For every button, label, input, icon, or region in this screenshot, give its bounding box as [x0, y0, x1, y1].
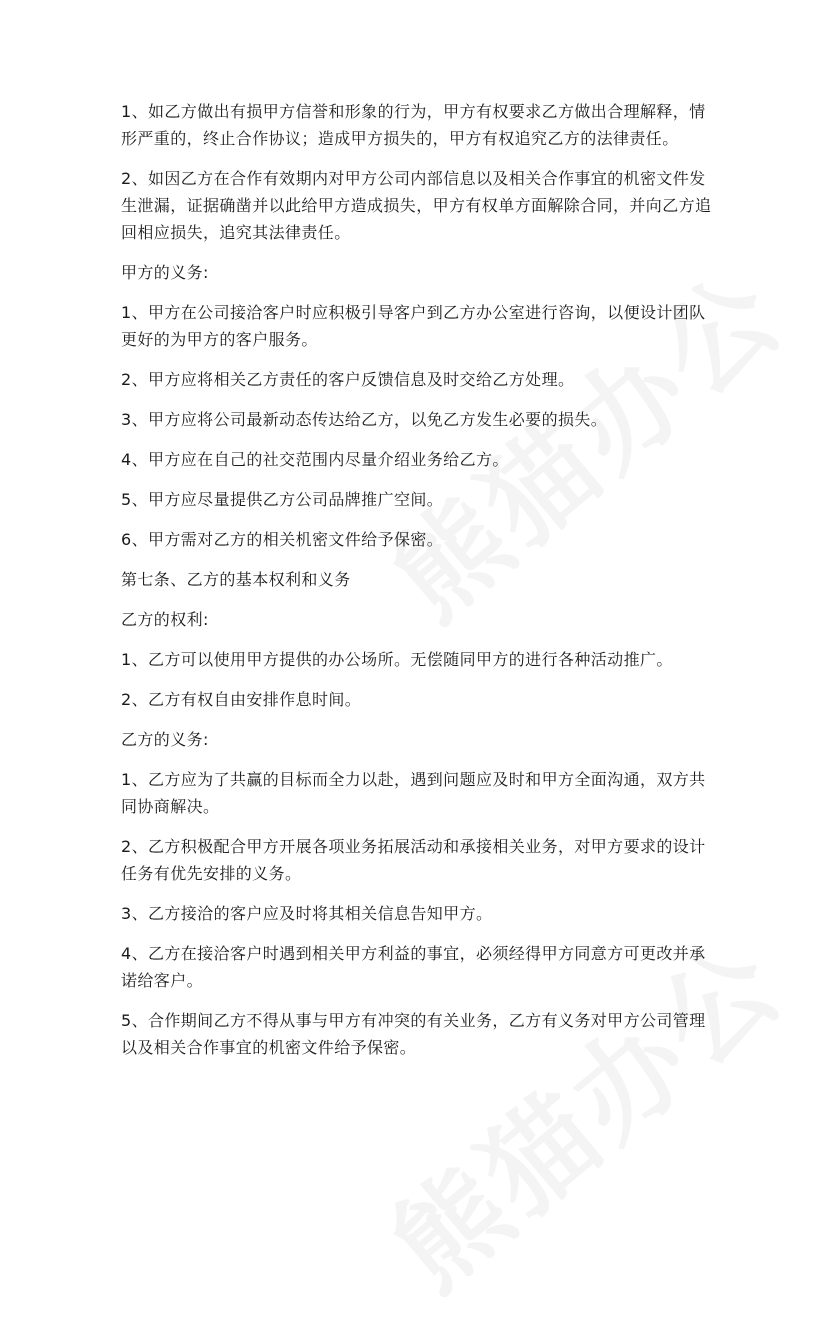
paragraph-13: 3、乙方接洽的客户应及时将其相关信息告知甲方。: [121, 904, 493, 923]
paragraph-6: 4、甲方应在自己的社交范围内尽量介绍业务给乙方。: [121, 450, 509, 469]
paragraph-11: 1、乙方应为了共赢的目标而全力以赴，遇到问题应及时和甲方全面沟通，双方共同协商解决。: [121, 770, 706, 816]
paragraph-9: 1、乙方可以使用甲方提供的办公场所。无偿随同甲方的进行各种活动推广。: [121, 650, 673, 669]
paragraph-15: 5、合作期间乙方不得从事与甲方有冲突的有关业务，乙方有义务对甲方公司管理以及相关合作事宜的机密文件给予保密。: [121, 1011, 706, 1057]
paragraph-7: 5、甲方应尽量提供乙方公司品牌推广空间。: [121, 490, 444, 509]
paragraph-1: 1、如乙方做出有损甲方信誉和形象的行为，甲方有权要求乙方做出合理解释，情形严重的，终止合作协议；造成甲方损失的，甲方有权追究乙方的法律责任。: [121, 102, 706, 148]
paragraph-10: 2、乙方有权自由安排作息时间。: [121, 690, 362, 709]
paragraph-3: 1、甲方在公司接洽客户时应积极引导客户到乙方办公室进行咨询，以便设计团队更好的为甲方的客户服务。: [121, 303, 706, 349]
paragraph-5: 3、甲方应将公司最新动态传达给乙方，以免乙方发生必要的损失。: [121, 410, 608, 429]
section-heading-party-b-rights: 乙方的权利:: [121, 610, 209, 629]
paragraph-2: 2、如因乙方在合作有效期内对甲方公司内部信息以及相关合作事宜的机密文件发生泄漏，证据确凿并以此给甲方造成损失，甲方有权单方面解除合同，并向乙方追回相应损失，追究其法律责任。: [121, 169, 712, 242]
paragraph-8: 6、甲方需对乙方的相关机密文件给予保密。: [121, 530, 444, 549]
paragraph-4: 2、甲方应将相关乙方责任的客户反馈信息及时交给乙方处理。: [121, 370, 575, 389]
document-body: [121, 98, 713, 1074]
paragraph-12: 2、乙方积极配合甲方开展各项业务拓展活动和承接相关业务，对甲方要求的设计任务有优先安排的义务。: [121, 837, 706, 883]
section-heading-party-b-obligations: 乙方的义务:: [121, 730, 209, 749]
article-heading-7: 第七条、乙方的基本权利和义务: [121, 570, 351, 589]
paragraph-14: 4、乙方在接洽客户时遇到相关甲方利益的事宜，必须经得甲方同意方可更改并承诺给客户。: [121, 944, 706, 990]
section-heading-party-a-obligations: 甲方的义务:: [121, 263, 209, 282]
